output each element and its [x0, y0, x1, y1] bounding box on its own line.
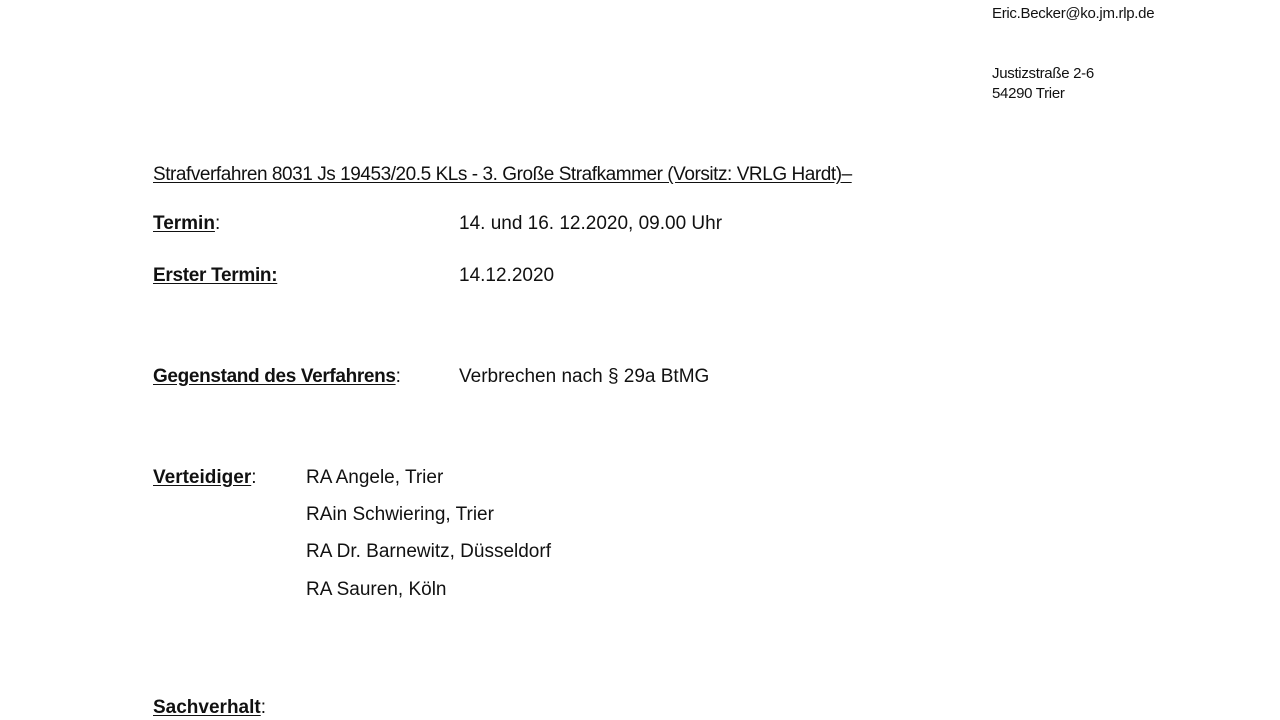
- termin-value: 14. und 16. 12.2020, 09.00 Uhr: [459, 213, 723, 234]
- verteidiger-label: Verteidiger: [153, 467, 252, 488]
- gegenstand-label-row: [153, 365, 401, 389]
- sachverhalt-label-row: [153, 696, 266, 720]
- case-title: Strafverfahren 8031 Js 19453/20.5 KLs - 3. Große Strafkammer (Vorsitz: VRLG Hardt)–: [153, 164, 852, 185]
- verteidiger-colon: :: [251, 467, 257, 488]
- verteidiger-item: RAin Schwiering, Trier: [306, 504, 494, 525]
- sachverhalt-label: Sachverhalt: [153, 697, 261, 718]
- gegenstand-label: Gegenstand des Verfahrens: [153, 366, 396, 387]
- verteidiger-item: RA Dr. Barnewitz, Düsseldorf: [306, 541, 551, 562]
- erster-termin-value: 14.12.2020: [459, 265, 555, 286]
- verteidiger-item: RA Sauren, Köln: [306, 579, 447, 600]
- city-address: 54290 Trier: [992, 85, 1065, 102]
- verteidiger-label-row: [153, 466, 257, 490]
- sachverhalt-colon: :: [260, 697, 267, 718]
- erster-termin-label: Erster Termin:: [153, 265, 278, 286]
- street-address: Justizstraße 2-6: [992, 65, 1094, 82]
- email-address: Eric.Becker@ko.jm.rlp.de: [992, 5, 1155, 22]
- address-block: [992, 64, 1094, 104]
- gegenstand-colon: :: [395, 366, 401, 387]
- verteidiger-item: RA Angele, Trier: [306, 467, 444, 488]
- contact-block: [992, 4, 1154, 24]
- termin-label-row: [153, 212, 220, 236]
- gegenstand-value: Verbrechen nach § 29a BtMG: [459, 366, 710, 387]
- termin-colon: :: [214, 213, 221, 234]
- termin-label: Termin: [153, 213, 215, 234]
